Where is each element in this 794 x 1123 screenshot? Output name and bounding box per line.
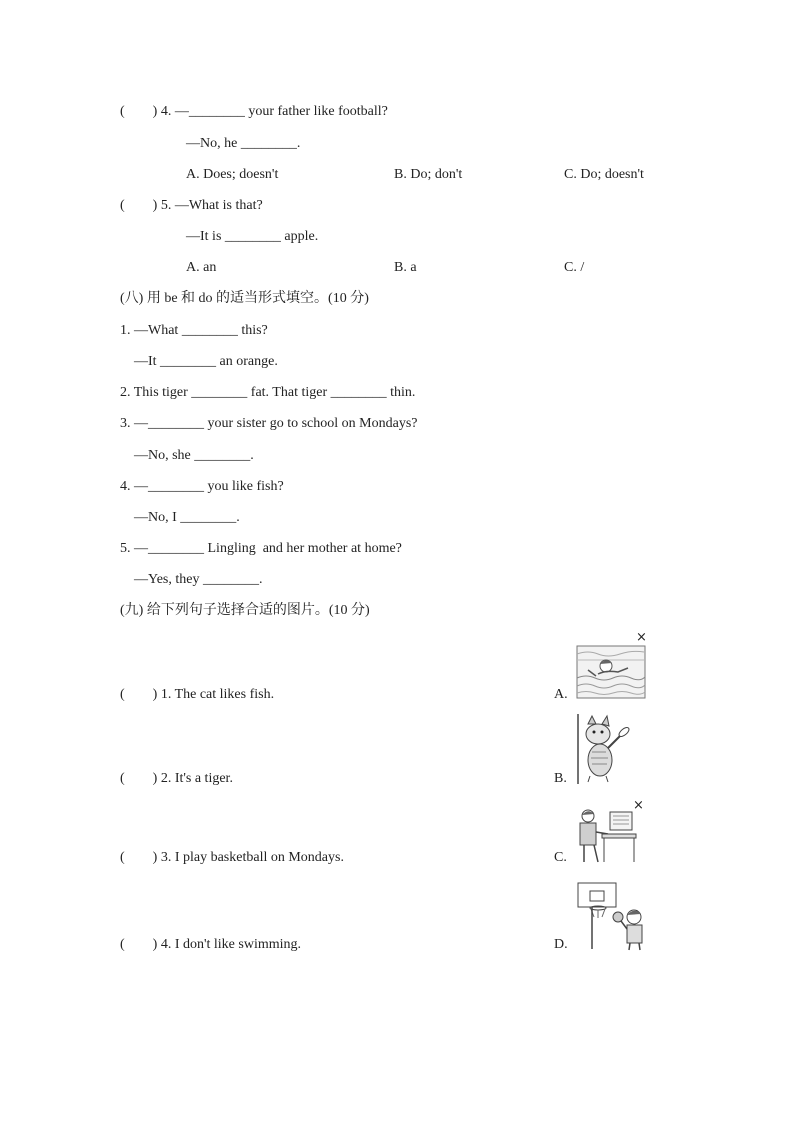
picture-letter-a: A. xyxy=(554,687,568,702)
q5-stem: ( ) 5. —What is that? xyxy=(120,198,263,213)
s8-line-7: —No, I ________. xyxy=(120,510,240,525)
picture-letter-b: B. xyxy=(554,771,567,786)
s8-line-5: —No, she ________. xyxy=(120,448,254,463)
swimming-boy-icon xyxy=(576,640,646,700)
s8-line-6: 4. —________ you like fish? xyxy=(120,479,284,494)
s8-line-3: 2. This tiger ________ fat. That tiger ________ thin. xyxy=(120,385,416,400)
boy-at-computer-picture[interactable] xyxy=(576,806,638,864)
section9-heading: (九) 给下列句子选择合适的图片。(10 分) xyxy=(120,603,370,618)
s9-item-2: ( ) 2. It's a tiger. xyxy=(120,771,233,786)
q5-option-a[interactable]: A. an xyxy=(186,260,217,275)
boy-playing-basketball-icon xyxy=(576,881,646,951)
q4-option-c[interactable]: C. Do; doesn't xyxy=(564,167,644,182)
s9-item-1: ( ) 1. The cat likes fish. xyxy=(120,687,275,702)
picture-letter-c: C. xyxy=(554,850,567,865)
section8-heading: (八) 用 be 和 do 的适当形式填空。(10 分) xyxy=(120,291,369,306)
q4-option-a[interactable]: A. Does; doesn't xyxy=(186,167,279,182)
s8-line-8: 5. —________ Lingling and her mother at home? xyxy=(120,541,402,556)
q4-answer-line: —No, he ________. xyxy=(186,136,301,151)
q5-answer-line: —It is ________ apple. xyxy=(186,229,319,244)
q4-option-b[interactable]: B. Do; don't xyxy=(394,167,463,182)
q4-stem: ( ) 4. —________ your father like football? xyxy=(120,104,388,119)
s9-item-3: ( ) 3. I play basketball on Mondays. xyxy=(120,850,344,865)
boy-at-computer-icon xyxy=(576,806,638,864)
s8-line-4: 3. —________ your sister go to school on Mondays? xyxy=(120,416,418,431)
cat-with-fish-icon xyxy=(576,714,632,784)
cross-mark-a: × xyxy=(636,630,647,645)
q5-option-b[interactable]: B. a xyxy=(394,260,417,275)
s8-line-1: 1. —What ________ this? xyxy=(120,323,268,338)
cross-mark-c: × xyxy=(633,798,644,813)
q5-option-c[interactable]: C. / xyxy=(564,260,585,275)
s8-line-2: —It ________ an orange. xyxy=(120,354,278,369)
s8-line-9: —Yes, they ________. xyxy=(120,572,263,587)
swimming-boy-picture[interactable] xyxy=(576,640,646,700)
cat-with-fish-picture[interactable] xyxy=(576,714,632,784)
picture-letter-d: D. xyxy=(554,937,568,952)
boy-playing-basketball-picture[interactable] xyxy=(576,881,646,951)
s9-item-4: ( ) 4. I don't like swimming. xyxy=(120,937,302,952)
